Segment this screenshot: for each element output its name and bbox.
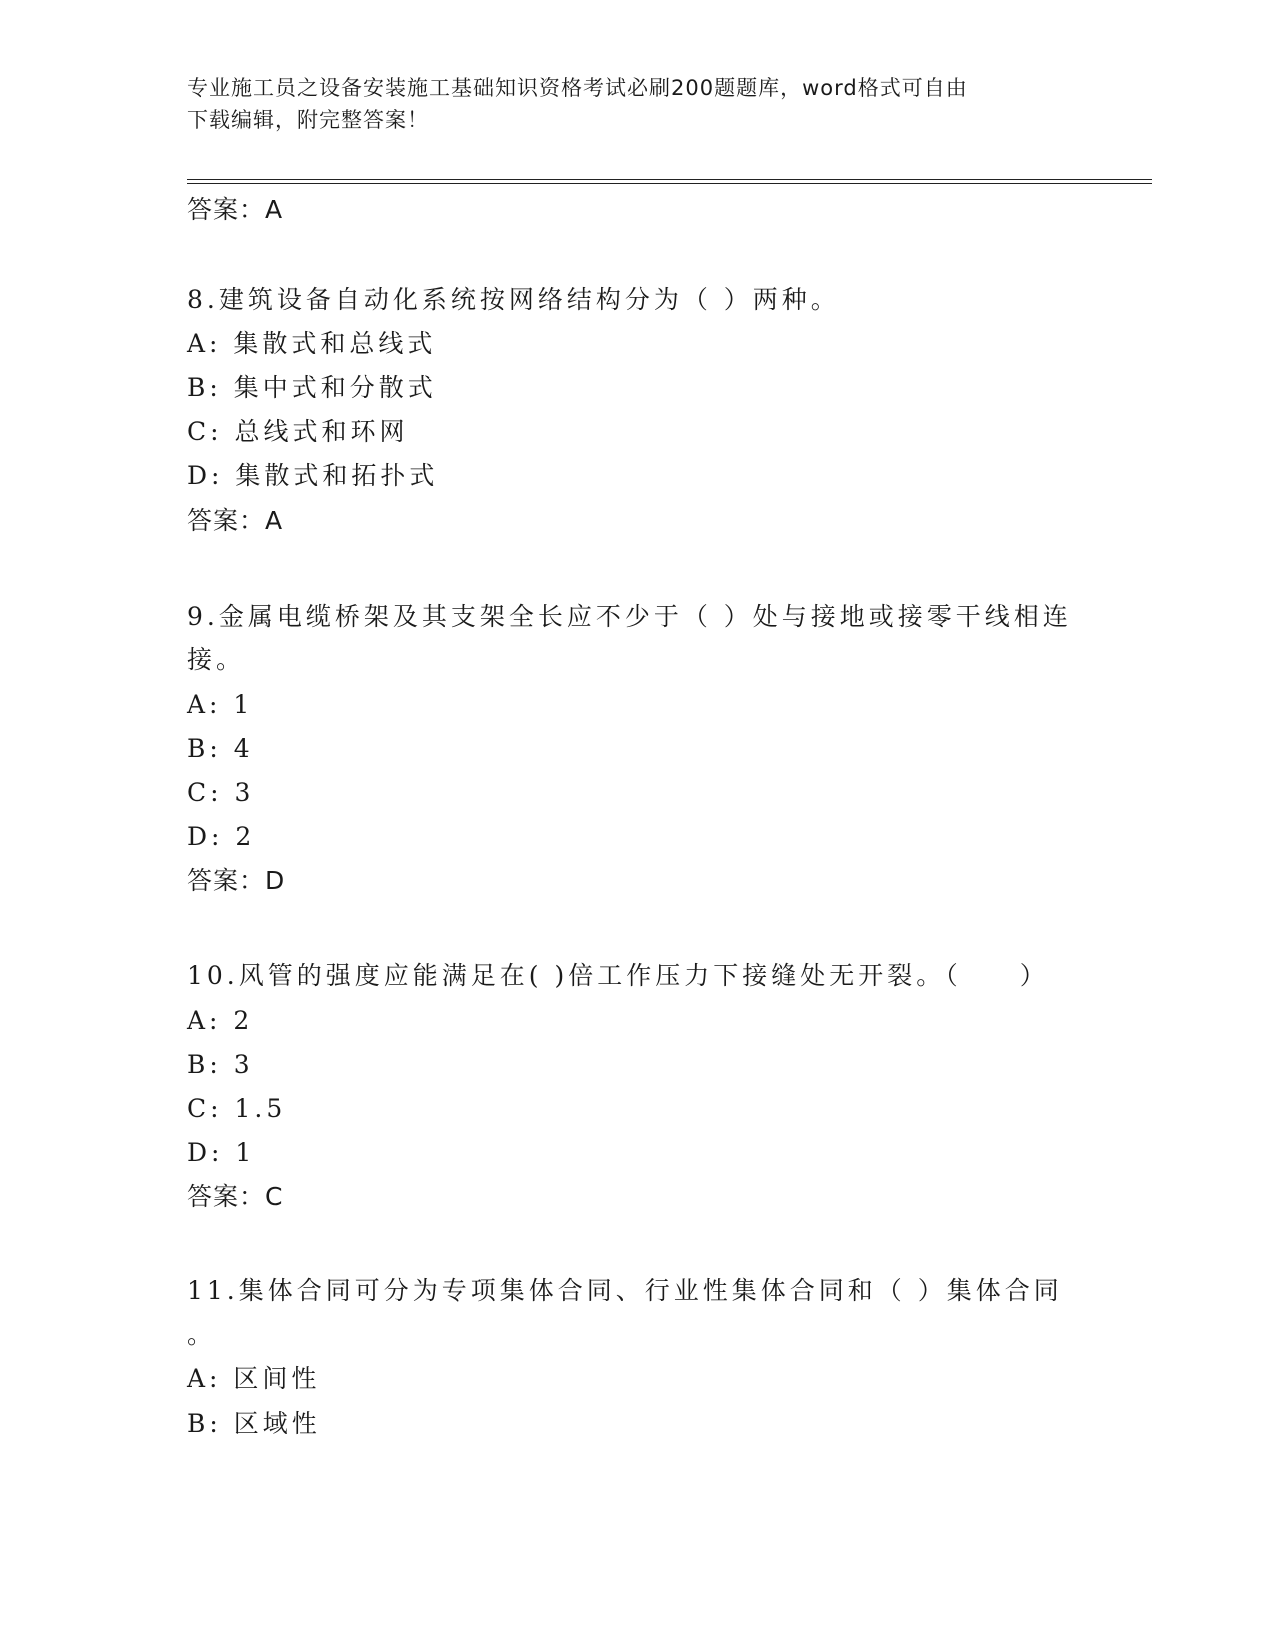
option-b: B: 4 (187, 734, 254, 763)
question-stem-continued: 接。 (187, 645, 246, 674)
option-c: C: 总线式和环网 (187, 417, 409, 446)
answer: 答案：A (187, 506, 284, 535)
answer-previous: 答案：A (187, 195, 284, 224)
header-divider-bottom (187, 183, 1152, 184)
option-d: D: 集散式和拓扑式 (187, 461, 439, 490)
question-stem: 11.集体合同可分为专项集体合同、行业性集体合同和（ ）集体合同 (187, 1276, 1063, 1305)
answer: 答案：C (187, 1182, 284, 1211)
question-stem: 10.风管的强度应能满足在( )倍工作压力下接缝处无开裂。（ ） (187, 961, 1049, 990)
header-line-1: 专业施工员之设备安装施工基础知识资格考试必刷200题题库，word格式可自由 (187, 76, 968, 100)
option-b: B: 3 (187, 1050, 254, 1079)
option-a: A: 1 (187, 690, 254, 719)
question-stem: 8.建筑设备自动化系统按网络结构分为（ ）两种。 (187, 285, 840, 314)
option-a: A: 2 (187, 1006, 254, 1035)
option-a: A: 区间性 (187, 1364, 321, 1393)
question-stem: 9.金属电缆桥架及其支架全长应不少于（ ）处与接地或接零干线相连 (187, 602, 1072, 631)
question-stem-continued: 。 (187, 1320, 217, 1349)
header-divider-top (187, 179, 1152, 180)
option-a: A: 集散式和总线式 (187, 329, 437, 358)
option-d: D: 1 (187, 1138, 256, 1167)
header-line-2: 下载编辑，附完整答案！ (187, 108, 429, 132)
option-c: C: 1.5 (187, 1094, 287, 1123)
option-d: D: 2 (187, 822, 256, 851)
option-b: B: 区域性 (187, 1409, 321, 1438)
answer: 答案：D (187, 866, 286, 895)
option-c: C: 3 (187, 778, 255, 807)
option-b: B: 集中式和分散式 (187, 373, 437, 402)
